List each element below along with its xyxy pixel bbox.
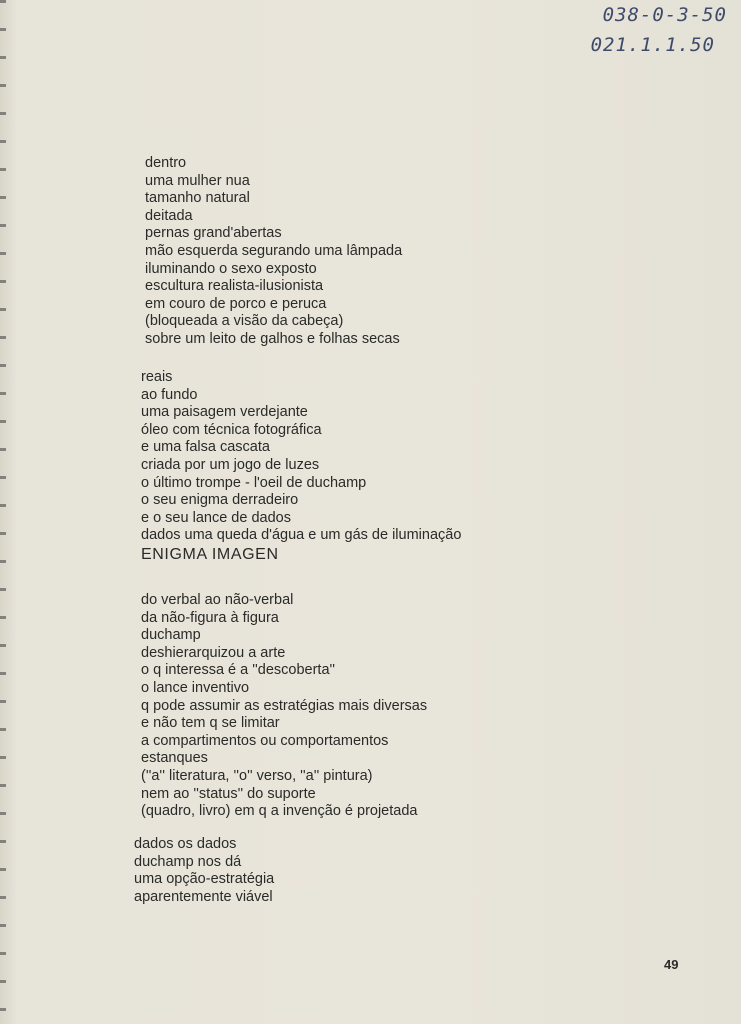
poem-stanza-3: [141, 592, 427, 821]
poem-line: e o seu lance de dados: [141, 509, 291, 526]
poem-line: o q interessa é a ''descoberta'': [141, 662, 336, 679]
section-heading: ENIGMA IMAGEN: [141, 545, 279, 563]
poem-line: (quadro, livro) em q a invenção é projetada: [141, 803, 418, 820]
handwritten-catalog-number-1: 038-0-3-50: [602, 4, 727, 26]
poem-line: escultura realista-ilusionista: [145, 278, 324, 295]
poem-line: óleo com técnica fotográfica: [141, 421, 322, 438]
poem-line: o lance inventivo: [141, 679, 250, 696]
poem-line: o último trompe - l'oeil de duchamp: [141, 474, 367, 491]
poem-line: estanques: [141, 750, 208, 767]
handwritten-catalog-number-2: 021.1.1.50: [590, 34, 715, 56]
poem-line: a compartimentos ou comportamentos: [141, 732, 389, 749]
poem-line: q pode assumir as estratégias mais diversas: [141, 697, 428, 714]
poem-stanza-1: [145, 155, 402, 349]
poem-line: uma opção-estratégia: [134, 871, 275, 888]
poem-line: e uma falsa cascata: [141, 439, 270, 456]
poem-line: ao fundo: [141, 386, 198, 403]
poem-line: dados os dados: [134, 836, 237, 852]
poem-line: mão esquerda segurando uma lâmpada: [145, 242, 403, 259]
poem-line: nem ao ''status'' do suporte: [141, 785, 316, 802]
poem-line: pernas grand'abertas: [145, 225, 282, 242]
poem-line: duchamp nos dá: [134, 853, 242, 870]
poem-line: uma paisagem verdejante: [141, 404, 308, 421]
poem-line: criada por um jogo de luzes: [141, 456, 320, 473]
poem-line: sobre um leito de galhos e folhas secas: [145, 330, 400, 347]
poem-stanza-2: [141, 369, 461, 565]
page-number: 49: [664, 957, 679, 972]
binding-edge: [0, 0, 6, 1024]
poem-line: tamanho natural: [145, 190, 250, 207]
poem-line: dados uma queda d'água e um gás de iluminação: [141, 527, 462, 544]
poem-line: deshierarquizou a arte: [141, 644, 286, 661]
poem-line: reais: [141, 369, 173, 385]
poem-line: do verbal ao não-verbal: [141, 592, 294, 608]
poem-line: e não tem q se limitar: [141, 715, 280, 732]
poem-line: dentro: [145, 155, 187, 171]
poem-line: da não-figura à figura: [141, 609, 279, 626]
poem-line: duchamp: [141, 627, 201, 644]
poem-line: o seu enigma derradeiro: [141, 492, 299, 509]
poem-line: deitada: [145, 207, 193, 224]
poem-line: em couro de porco e peruca: [145, 295, 327, 312]
poem-line: aparentemente viável: [134, 888, 273, 905]
poem-stanza-4: [134, 836, 274, 906]
poem-line: (bloqueada a visão da cabeça): [145, 313, 344, 330]
poem-line: uma mulher nua: [145, 172, 250, 189]
poem-line: iluminando o sexo exposto: [145, 260, 317, 277]
poem-line: (''a'' literatura, ''o'' verso, ''a'' pintura): [141, 767, 373, 784]
